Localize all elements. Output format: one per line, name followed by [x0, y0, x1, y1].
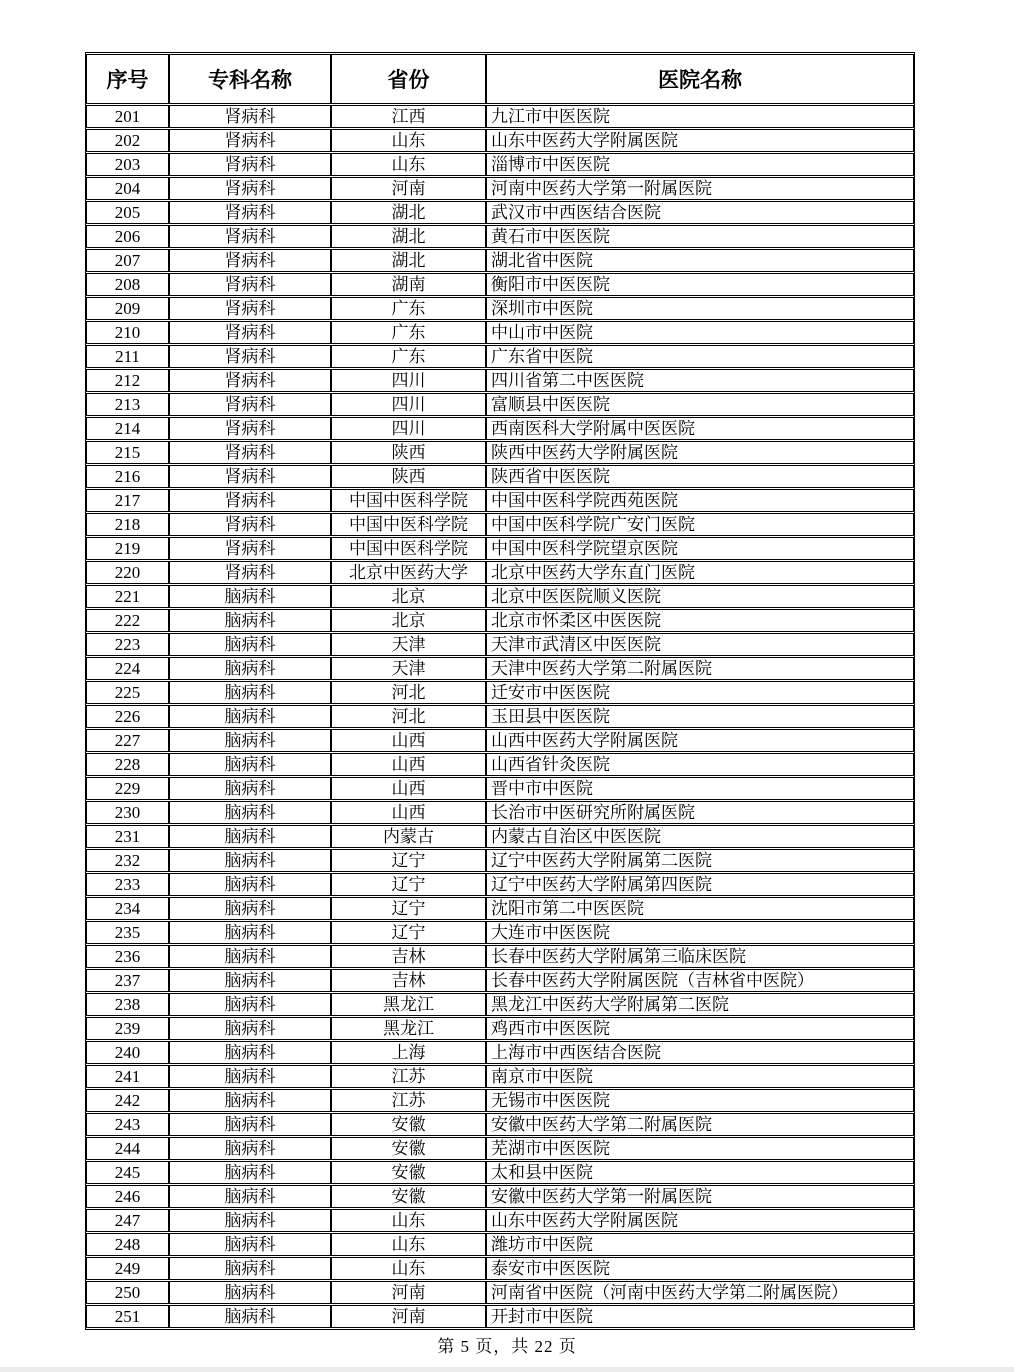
- table-row: [86, 609, 914, 632]
- cell-hospital: 深圳市中医院: [486, 297, 914, 320]
- cell-specialty: 肾病科: [169, 225, 331, 248]
- cell-index: 221: [86, 585, 169, 608]
- cell-province: 北京: [331, 609, 486, 632]
- cell-province: 河南: [331, 1281, 486, 1304]
- cell-province: 辽宁: [331, 921, 486, 944]
- cell-hospital: 淄博市中医医院: [486, 153, 914, 176]
- cell-index: 240: [86, 1041, 169, 1064]
- table-row: [86, 105, 914, 128]
- cell-hospital: 山西中医药大学附属医院: [486, 729, 914, 752]
- table-row: [86, 1233, 914, 1256]
- cell-index: 222: [86, 609, 169, 632]
- cell-index: 234: [86, 897, 169, 920]
- cell-specialty: 肾病科: [169, 321, 331, 344]
- cell-hospital: 安徽中医药大学第二附属医院: [486, 1113, 914, 1136]
- cell-hospital: 大连市中医医院: [486, 921, 914, 944]
- table-row: [86, 753, 914, 776]
- cell-hospital: 湖北省中医院: [486, 249, 914, 272]
- cell-province: 北京中医药大学: [331, 561, 486, 584]
- cell-specialty: 肾病科: [169, 465, 331, 488]
- table-row: [86, 729, 914, 752]
- cell-specialty: 肾病科: [169, 129, 331, 152]
- table-row: [86, 1305, 914, 1328]
- cell-hospital: 晋中市中医院: [486, 777, 914, 800]
- cell-province: 江苏: [331, 1089, 486, 1112]
- table-row: [86, 585, 914, 608]
- cell-province: 北京: [331, 585, 486, 608]
- cell-province: 河北: [331, 681, 486, 704]
- cell-province: 广东: [331, 345, 486, 368]
- cell-index: 208: [86, 273, 169, 296]
- cell-province: 上海: [331, 1041, 486, 1064]
- cell-province: 山东: [331, 1257, 486, 1280]
- cell-province: 天津: [331, 633, 486, 656]
- table-header-row: [86, 54, 914, 104]
- cell-specialty: 脑病科: [169, 633, 331, 656]
- cell-index: 210: [86, 321, 169, 344]
- cell-specialty: 脑病科: [169, 1281, 331, 1304]
- cell-index: 229: [86, 777, 169, 800]
- cell-specialty: 脑病科: [169, 681, 331, 704]
- table-row: [86, 345, 914, 368]
- table-row: [86, 177, 914, 200]
- cell-province: 内蒙古: [331, 825, 486, 848]
- cell-hospital: 天津中医药大学第二附属医院: [486, 657, 914, 680]
- cell-hospital: 辽宁中医药大学附属第四医院: [486, 873, 914, 896]
- cell-index: 206: [86, 225, 169, 248]
- cell-hospital: 太和县中医院: [486, 1161, 914, 1184]
- cell-province: 江西: [331, 105, 486, 128]
- cell-specialty: 脑病科: [169, 1233, 331, 1256]
- cell-index: 238: [86, 993, 169, 1016]
- cell-specialty: 脑病科: [169, 1305, 331, 1328]
- cell-hospital: 玉田县中医医院: [486, 705, 914, 728]
- cell-province: 湖北: [331, 225, 486, 248]
- cell-province: 湖北: [331, 249, 486, 272]
- cell-index: 205: [86, 201, 169, 224]
- cell-index: 213: [86, 393, 169, 416]
- cell-index: 209: [86, 297, 169, 320]
- cell-index: 227: [86, 729, 169, 752]
- table-row: [86, 1113, 914, 1136]
- cell-hospital: 北京中医药大学东直门医院: [486, 561, 914, 584]
- cell-hospital: 武汉市中西医结合医院: [486, 201, 914, 224]
- cell-hospital: 衡阳市中医医院: [486, 273, 914, 296]
- cell-province: 湖北: [331, 201, 486, 224]
- table-row: [86, 1209, 914, 1232]
- cell-index: 226: [86, 705, 169, 728]
- cell-province: 吉林: [331, 945, 486, 968]
- cell-specialty: 脑病科: [169, 609, 331, 632]
- table-row: [86, 153, 914, 176]
- table-row: [86, 993, 914, 1016]
- cell-index: 204: [86, 177, 169, 200]
- cell-hospital: 芜湖市中医医院: [486, 1137, 914, 1160]
- cell-hospital: 四川省第二中医医院: [486, 369, 914, 392]
- cell-index: 244: [86, 1137, 169, 1160]
- cell-province: 江苏: [331, 1065, 486, 1088]
- cell-province: 山东: [331, 153, 486, 176]
- cell-hospital: 山西省针灸医院: [486, 753, 914, 776]
- cell-specialty: 脑病科: [169, 1209, 331, 1232]
- cell-hospital: 西南医科大学附属中医医院: [486, 417, 914, 440]
- header-cell-province: 省份: [331, 54, 486, 104]
- cell-hospital: 北京市怀柔区中医医院: [486, 609, 914, 632]
- table-row: [86, 1065, 914, 1088]
- cell-specialty: 脑病科: [169, 897, 331, 920]
- table-row: [86, 465, 914, 488]
- cell-province: 陕西: [331, 441, 486, 464]
- cell-hospital: 北京中医医院顺义医院: [486, 585, 914, 608]
- cell-specialty: 脑病科: [169, 1137, 331, 1160]
- cell-index: 211: [86, 345, 169, 368]
- cell-hospital: 中国中医科学院望京医院: [486, 537, 914, 560]
- cell-province: 河北: [331, 705, 486, 728]
- cell-index: 230: [86, 801, 169, 824]
- table-row: [86, 921, 914, 944]
- cell-index: 212: [86, 369, 169, 392]
- cell-hospital: 安徽中医药大学第一附属医院: [486, 1185, 914, 1208]
- table-row: [86, 633, 914, 656]
- cell-hospital: 长治市中医研究所附属医院: [486, 801, 914, 824]
- table-row: [86, 1161, 914, 1184]
- cell-hospital: 陕西省中医医院: [486, 465, 914, 488]
- cell-hospital: 中国中医科学院广安门医院: [486, 513, 914, 536]
- cell-province: 广东: [331, 321, 486, 344]
- table-row: [86, 273, 914, 296]
- cell-index: 217: [86, 489, 169, 512]
- cell-index: 203: [86, 153, 169, 176]
- cell-hospital: 长春中医药大学附属第三临床医院: [486, 945, 914, 968]
- cell-specialty: 脑病科: [169, 825, 331, 848]
- table-row: [86, 537, 914, 560]
- cell-index: 232: [86, 849, 169, 872]
- cell-specialty: 脑病科: [169, 1185, 331, 1208]
- cell-province: 四川: [331, 417, 486, 440]
- table-row: [86, 969, 914, 992]
- cell-index: 245: [86, 1161, 169, 1184]
- cell-specialty: 肾病科: [169, 105, 331, 128]
- cell-index: 231: [86, 825, 169, 848]
- cell-hospital: 中国中医科学院西苑医院: [486, 489, 914, 512]
- cell-specialty: 肾病科: [169, 249, 331, 272]
- table-row: [86, 561, 914, 584]
- table-row: [86, 1017, 914, 1040]
- cell-hospital: 鸡西市中医医院: [486, 1017, 914, 1040]
- table-row: [86, 1137, 914, 1160]
- cell-specialty: 脑病科: [169, 873, 331, 896]
- cell-index: 243: [86, 1113, 169, 1136]
- cell-province: 吉林: [331, 969, 486, 992]
- cell-hospital: 长春中医药大学附属医院（吉林省中医院）: [486, 969, 914, 992]
- cell-index: 214: [86, 417, 169, 440]
- cell-province: 安徽: [331, 1161, 486, 1184]
- cell-specialty: 肾病科: [169, 441, 331, 464]
- cell-specialty: 肾病科: [169, 273, 331, 296]
- cell-index: 223: [86, 633, 169, 656]
- cell-province: 山西: [331, 729, 486, 752]
- cell-index: 216: [86, 465, 169, 488]
- table-row: [86, 873, 914, 896]
- cell-index: 225: [86, 681, 169, 704]
- cell-specialty: 脑病科: [169, 921, 331, 944]
- table-row: [86, 225, 914, 248]
- header-cell-hospital: 医院名称: [486, 54, 914, 104]
- cell-index: 236: [86, 945, 169, 968]
- cell-specialty: 脑病科: [169, 1017, 331, 1040]
- cell-specialty: 脑病科: [169, 1113, 331, 1136]
- cell-specialty: 肾病科: [169, 369, 331, 392]
- cell-index: 235: [86, 921, 169, 944]
- cell-hospital: 黑龙江中医药大学附属第二医院: [486, 993, 914, 1016]
- cell-hospital: 山东中医药大学附属医院: [486, 1209, 914, 1232]
- cell-specialty: 脑病科: [169, 1041, 331, 1064]
- table-row: [86, 369, 914, 392]
- cell-province: 河南: [331, 177, 486, 200]
- cell-province: 陕西: [331, 465, 486, 488]
- cell-province: 中国中医科学院: [331, 537, 486, 560]
- table-row: [86, 801, 914, 824]
- cell-index: 218: [86, 513, 169, 536]
- cell-specialty: 脑病科: [169, 753, 331, 776]
- cell-specialty: 脑病科: [169, 993, 331, 1016]
- cell-hospital: 辽宁中医药大学附属第二医院: [486, 849, 914, 872]
- table-row: [86, 489, 914, 512]
- cell-hospital: 九江市中医医院: [486, 105, 914, 128]
- table-row: [86, 297, 914, 320]
- cell-index: 250: [86, 1281, 169, 1304]
- cell-hospital: 无锡市中医医院: [486, 1089, 914, 1112]
- cell-province: 黑龙江: [331, 1017, 486, 1040]
- cell-specialty: 脑病科: [169, 969, 331, 992]
- cell-province: 安徽: [331, 1185, 486, 1208]
- table-row: [86, 1281, 914, 1304]
- cell-specialty: 脑病科: [169, 657, 331, 680]
- table-row: [86, 513, 914, 536]
- table-row: [86, 1089, 914, 1112]
- cell-hospital: 天津市武清区中医医院: [486, 633, 914, 656]
- cell-index: 247: [86, 1209, 169, 1232]
- cell-specialty: 脑病科: [169, 801, 331, 824]
- cell-hospital: 沈阳市第二中医医院: [486, 897, 914, 920]
- table-row: [86, 321, 914, 344]
- cell-specialty: 脑病科: [169, 705, 331, 728]
- cell-index: 248: [86, 1233, 169, 1256]
- cell-index: 246: [86, 1185, 169, 1208]
- cell-hospital: 河南省中医院（河南中医药大学第二附属医院）: [486, 1281, 914, 1304]
- cell-index: 242: [86, 1089, 169, 1112]
- cell-province: 天津: [331, 657, 486, 680]
- table-row: [86, 897, 914, 920]
- cell-specialty: 脑病科: [169, 1257, 331, 1280]
- cell-province: 山东: [331, 129, 486, 152]
- header-cell-specialty: 专科名称: [169, 54, 331, 104]
- cell-specialty: 肾病科: [169, 153, 331, 176]
- cell-hospital: 南京市中医院: [486, 1065, 914, 1088]
- cell-province: 广东: [331, 297, 486, 320]
- cell-specialty: 肾病科: [169, 513, 331, 536]
- page-number-footer: 第 5 页，共 22 页: [437, 1337, 577, 1356]
- table-row: [86, 1041, 914, 1064]
- cell-hospital: 中山市中医院: [486, 321, 914, 344]
- cell-hospital: 广东省中医院: [486, 345, 914, 368]
- cell-hospital: 黄石市中医医院: [486, 225, 914, 248]
- cell-index: 201: [86, 105, 169, 128]
- cell-specialty: 肾病科: [169, 393, 331, 416]
- cell-index: 219: [86, 537, 169, 560]
- table-row: [86, 393, 914, 416]
- cell-specialty: 脑病科: [169, 1161, 331, 1184]
- table-row: [86, 1257, 914, 1280]
- cell-specialty: 脑病科: [169, 777, 331, 800]
- cell-specialty: 肾病科: [169, 297, 331, 320]
- cell-index: 215: [86, 441, 169, 464]
- cell-index: 239: [86, 1017, 169, 1040]
- cell-index: 233: [86, 873, 169, 896]
- table-row: [86, 249, 914, 272]
- cell-hospital: 河南中医药大学第一附属医院: [486, 177, 914, 200]
- table-row: [86, 1185, 914, 1208]
- table-row: [86, 825, 914, 848]
- cell-specialty: 肾病科: [169, 345, 331, 368]
- cell-province: 山西: [331, 753, 486, 776]
- cell-index: 241: [86, 1065, 169, 1088]
- cell-index: 220: [86, 561, 169, 584]
- cell-province: 四川: [331, 393, 486, 416]
- cell-index: 228: [86, 753, 169, 776]
- header-cell-index: 序号: [86, 54, 169, 104]
- table-row: [86, 201, 914, 224]
- cell-province: 辽宁: [331, 897, 486, 920]
- cell-hospital: 开封市中医院: [486, 1305, 914, 1328]
- cell-specialty: 脑病科: [169, 1089, 331, 1112]
- cell-specialty: 肾病科: [169, 177, 331, 200]
- cell-specialty: 脑病科: [169, 729, 331, 752]
- cell-specialty: 脑病科: [169, 585, 331, 608]
- cell-hospital: 山东中医药大学附属医院: [486, 129, 914, 152]
- cell-hospital: 迁安市中医医院: [486, 681, 914, 704]
- cell-index: 224: [86, 657, 169, 680]
- cell-province: 中国中医科学院: [331, 513, 486, 536]
- cell-index: 251: [86, 1305, 169, 1328]
- cell-hospital: 泰安市中医医院: [486, 1257, 914, 1280]
- table-row: [86, 705, 914, 728]
- cell-specialty: 肾病科: [169, 537, 331, 560]
- table-header: [86, 54, 914, 104]
- table-row: [86, 849, 914, 872]
- cell-hospital: 陕西中医药大学附属医院: [486, 441, 914, 464]
- cell-hospital: 上海市中西医结合医院: [486, 1041, 914, 1064]
- cell-province: 湖南: [331, 273, 486, 296]
- cell-index: 207: [86, 249, 169, 272]
- table-row: [86, 417, 914, 440]
- table-row: [86, 441, 914, 464]
- cell-province: 山西: [331, 777, 486, 800]
- cell-specialty: 脑病科: [169, 849, 331, 872]
- cell-hospital: 潍坊市中医院: [486, 1233, 914, 1256]
- cell-province: 山东: [331, 1233, 486, 1256]
- cell-specialty: 肾病科: [169, 201, 331, 224]
- cell-province: 四川: [331, 369, 486, 392]
- hospital-table: [85, 52, 915, 1330]
- cell-specialty: 脑病科: [169, 945, 331, 968]
- table-row: [86, 681, 914, 704]
- cell-specialty: 肾病科: [169, 561, 331, 584]
- cell-index: 202: [86, 129, 169, 152]
- table-body: [86, 105, 914, 1328]
- table-row: [86, 777, 914, 800]
- cell-province: 河南: [331, 1305, 486, 1328]
- table-row: [86, 129, 914, 152]
- cell-province: 山西: [331, 801, 486, 824]
- page-bottom-edge: [0, 1367, 1014, 1372]
- cell-hospital: 内蒙古自治区中医医院: [486, 825, 914, 848]
- table-row: [86, 945, 914, 968]
- cell-province: 安徽: [331, 1113, 486, 1136]
- cell-specialty: 肾病科: [169, 417, 331, 440]
- cell-province: 辽宁: [331, 849, 486, 872]
- cell-hospital: 富顺县中医医院: [486, 393, 914, 416]
- cell-province: 黑龙江: [331, 993, 486, 1016]
- cell-index: 237: [86, 969, 169, 992]
- cell-specialty: 脑病科: [169, 1065, 331, 1088]
- cell-province: 安徽: [331, 1137, 486, 1160]
- cell-specialty: 肾病科: [169, 489, 331, 512]
- cell-province: 辽宁: [331, 873, 486, 896]
- cell-index: 249: [86, 1257, 169, 1280]
- cell-province: 中国中医科学院: [331, 489, 486, 512]
- table-row: [86, 657, 914, 680]
- cell-province: 山东: [331, 1209, 486, 1232]
